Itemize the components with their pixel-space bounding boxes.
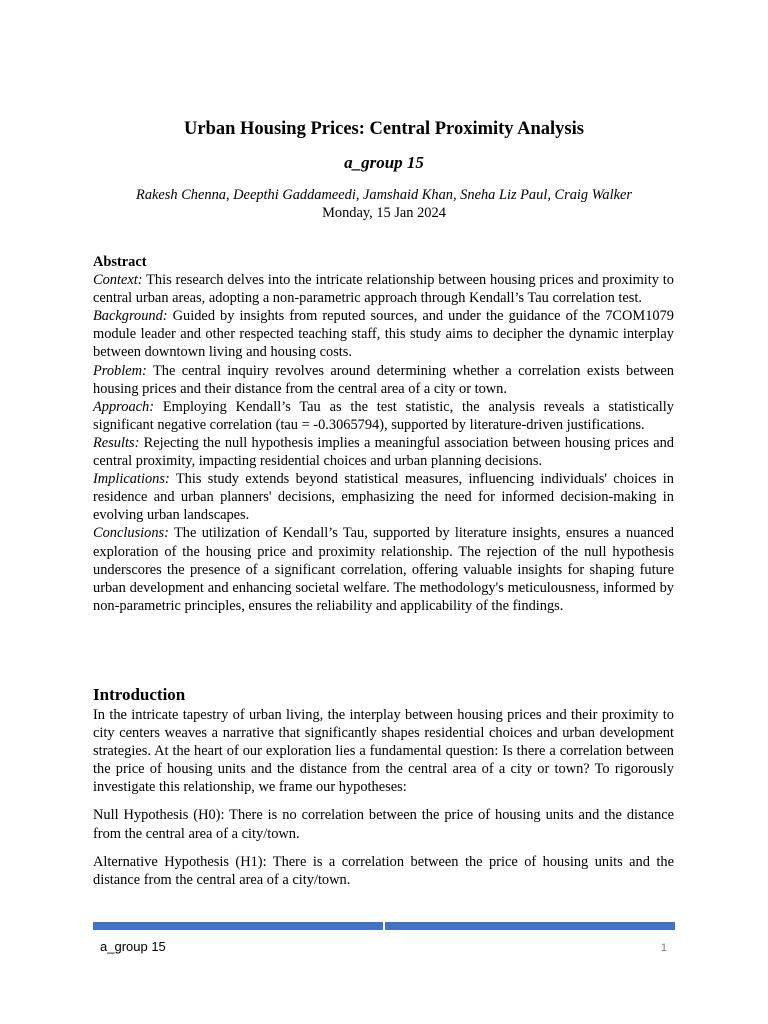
document-title: Urban Housing Prices: Central Proximity Analysis	[184, 119, 584, 139]
abstract-approach	[93, 398, 674, 434]
abstract-implications	[93, 470, 674, 524]
introduction-heading: Introduction	[93, 685, 186, 704]
abstract-conclusions-text: The utilization of Kendall’s Tau, supported by literature insights, ensures a nuanced exploration of the housing price and proximity relationship. The rejection of the null hypothesis underscores the presence of a significant correlation, offering valuable insights for shaping future urban development and enhancing societal welfare. The methodology's meticulousness, informed by non-parametric principles, ensures the reliability and applicability of the findings.	[93, 525, 674, 614]
introduction-paragraph: In the intricate tapestry of urban living, the interplay between housing prices and their proximity to city centers weaves a narrative that significantly shapes residential choices and urban development strategies. At the heart of our exploration lies a fundamental question: Is there a correlation between the price of housing units and the distance from the central area of a city or town? To rigorously investigate this relationship, we frame our hypotheses:	[93, 707, 674, 796]
null-hypothesis: Null Hypothesis (H0): There is no correlation between the price of housing units and the distance from the central area of a city/town.	[93, 807, 674, 842]
abstract-context	[93, 271, 674, 307]
abstract-results	[93, 434, 674, 470]
publication-date: Monday, 15 Jan 2024	[322, 205, 446, 221]
page-number: 1	[660, 942, 667, 954]
abstract-background	[93, 307, 674, 361]
abstract-approach-label: Approach:	[93, 398, 155, 415]
alternative-hypothesis: Alternative Hypothesis (H1): There is a correlation between the price of housing units and the distance from the central area of a city/town.	[93, 853, 674, 888]
author-list: Rakesh Chenna, Deepthi Gaddameedi, Jamshaid Khan, Sneha Liz Paul, Craig Walker	[136, 187, 632, 203]
abstract-approach-text: Employing Kendall’s Tau as the test statistic, the analysis reveals a statistically significant negative correlation (tau = -0.3065794), supported by literature-driven justifications.	[93, 398, 674, 433]
abstract-section	[93, 253, 674, 615]
abstract-background-text: Guided by insights from reputed sources, and under the guidance of the 7COM1079 module leader and other respected teaching staff, this study aims to decipher the dynamic interplay between downtown living and housing costs.	[93, 308, 674, 361]
abstract-conclusions-label: Conclusions:	[93, 525, 169, 542]
abstract-background-label: Background:	[93, 308, 168, 325]
abstract-results-label: Results:	[93, 434, 140, 451]
abstract-implications-label: Implications:	[93, 471, 170, 488]
footer-divider-right	[385, 922, 675, 930]
abstract-context-label: Context:	[93, 272, 143, 289]
footer-divider	[93, 922, 675, 930]
abstract-problem-label: Problem:	[93, 362, 147, 379]
abstract-heading: Abstract	[93, 254, 147, 270]
abstract-problem-text: The central inquiry revolves around determining whether a correlation exists between housing prices and their distance from the central area of a city or town.	[93, 362, 674, 397]
footer-divider-left	[93, 922, 383, 930]
abstract-context-text: This research delves into the intricate relationship between housing prices and proximity to central urban areas, adopting a non-parametric approach through Kendall’s Tau correlation test.	[93, 272, 674, 307]
abstract-problem	[93, 362, 674, 398]
group-name: a_group 15	[344, 153, 424, 172]
abstract-results-text: Rejecting the null hypothesis implies a meaningful association between housing prices and central proximity, impacting residential choices and urban planning decisions.	[93, 434, 674, 470]
abstract-implications-text: This study extends beyond statistical measures, influencing individuals' choices in residence and urban planners' decisions, emphasizing the need for informed decision-making in evolving urban landscapes.	[93, 471, 674, 524]
abstract-conclusions	[93, 524, 674, 614]
footer-group-label: a_group 15	[100, 939, 166, 954]
introduction-section	[93, 706, 674, 899]
